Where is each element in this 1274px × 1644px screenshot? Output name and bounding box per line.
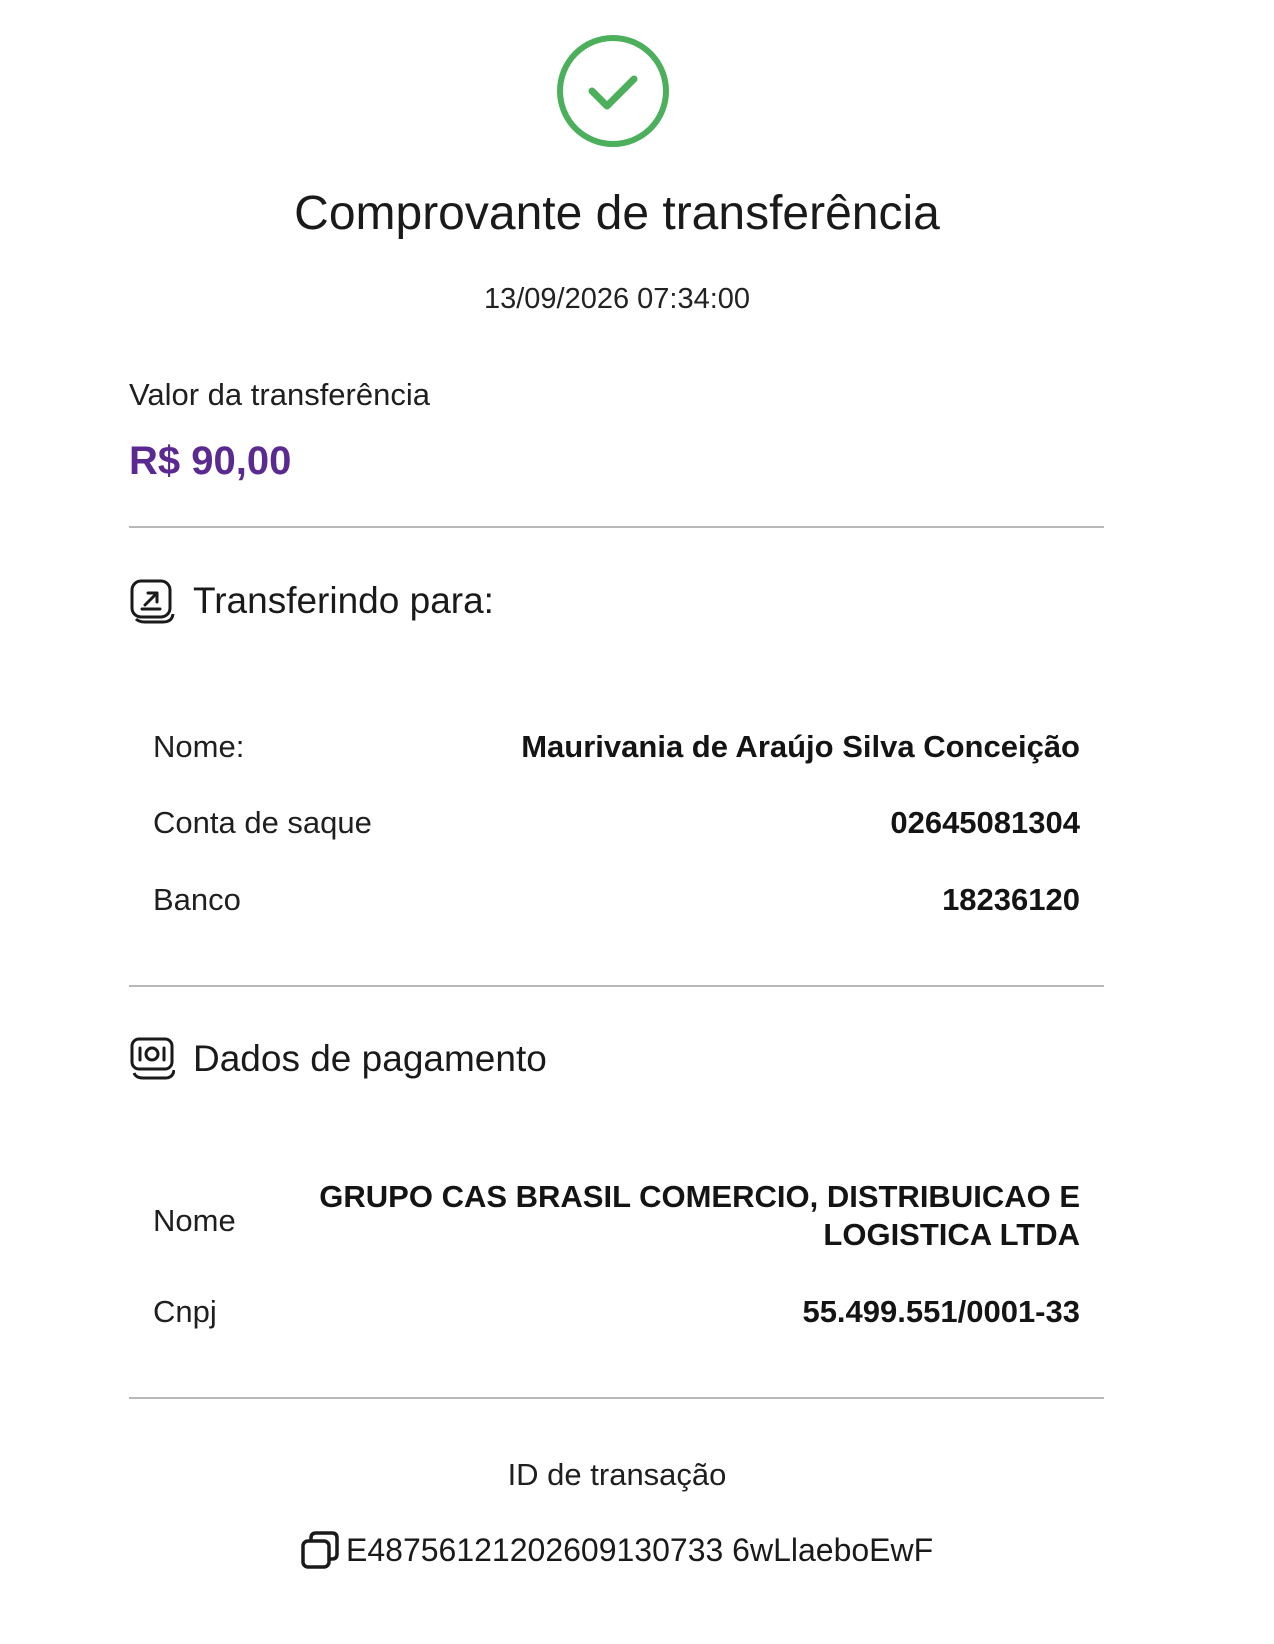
payment-section-header — [129, 1035, 547, 1083]
money-stack-icon — [129, 1036, 175, 1082]
transfer-out-icon — [129, 578, 175, 624]
divider — [129, 985, 1104, 987]
check-circle-icon — [555, 33, 671, 149]
recipient-section-header — [129, 577, 494, 625]
payer-cnpj-value: 55.499.551/0001-33 — [802, 1294, 1080, 1329]
divider — [129, 526, 1104, 528]
transfer-datetime: 13/09/2026 07:34:00 — [483, 283, 751, 315]
divider — [129, 1397, 1104, 1399]
amount-label: Valor da transferência — [129, 377, 430, 412]
recipient-name-value: Maurivania de Araújo Silva Conceição — [521, 729, 1080, 764]
transaction-id-label: ID de transação — [507, 1457, 727, 1492]
transaction-id-value[interactable]: E48756121202609130733 6wLlaeboEwF — [346, 1531, 934, 1568]
recipient-account-label: Conta de saque — [153, 805, 372, 840]
copy-icon[interactable] — [300, 1530, 340, 1570]
recipient-bank-value: 18236120 — [942, 882, 1080, 917]
page-title: Comprovante de transferência — [294, 187, 940, 240]
recipient-section-title: Transferindo para: — [193, 580, 494, 621]
transaction-id-copy[interactable] — [300, 1528, 933, 1572]
recipient-account-value: 02645081304 — [890, 805, 1080, 840]
payer-name-value: GRUPO CAS BRASIL COMERCIO, DISTRIBUICAO E LOGISTICA LTDA — [319, 1179, 1080, 1252]
payer-name-label: Nome — [153, 1203, 236, 1238]
amount-value: R$ 90,00 — [129, 439, 292, 483]
payment-section-title: Dados de pagamento — [193, 1038, 547, 1079]
payer-cnpj-label: Cnpj — [153, 1294, 217, 1329]
recipient-name-label: Nome: — [153, 729, 245, 764]
recipient-bank-label: Banco — [153, 882, 241, 917]
